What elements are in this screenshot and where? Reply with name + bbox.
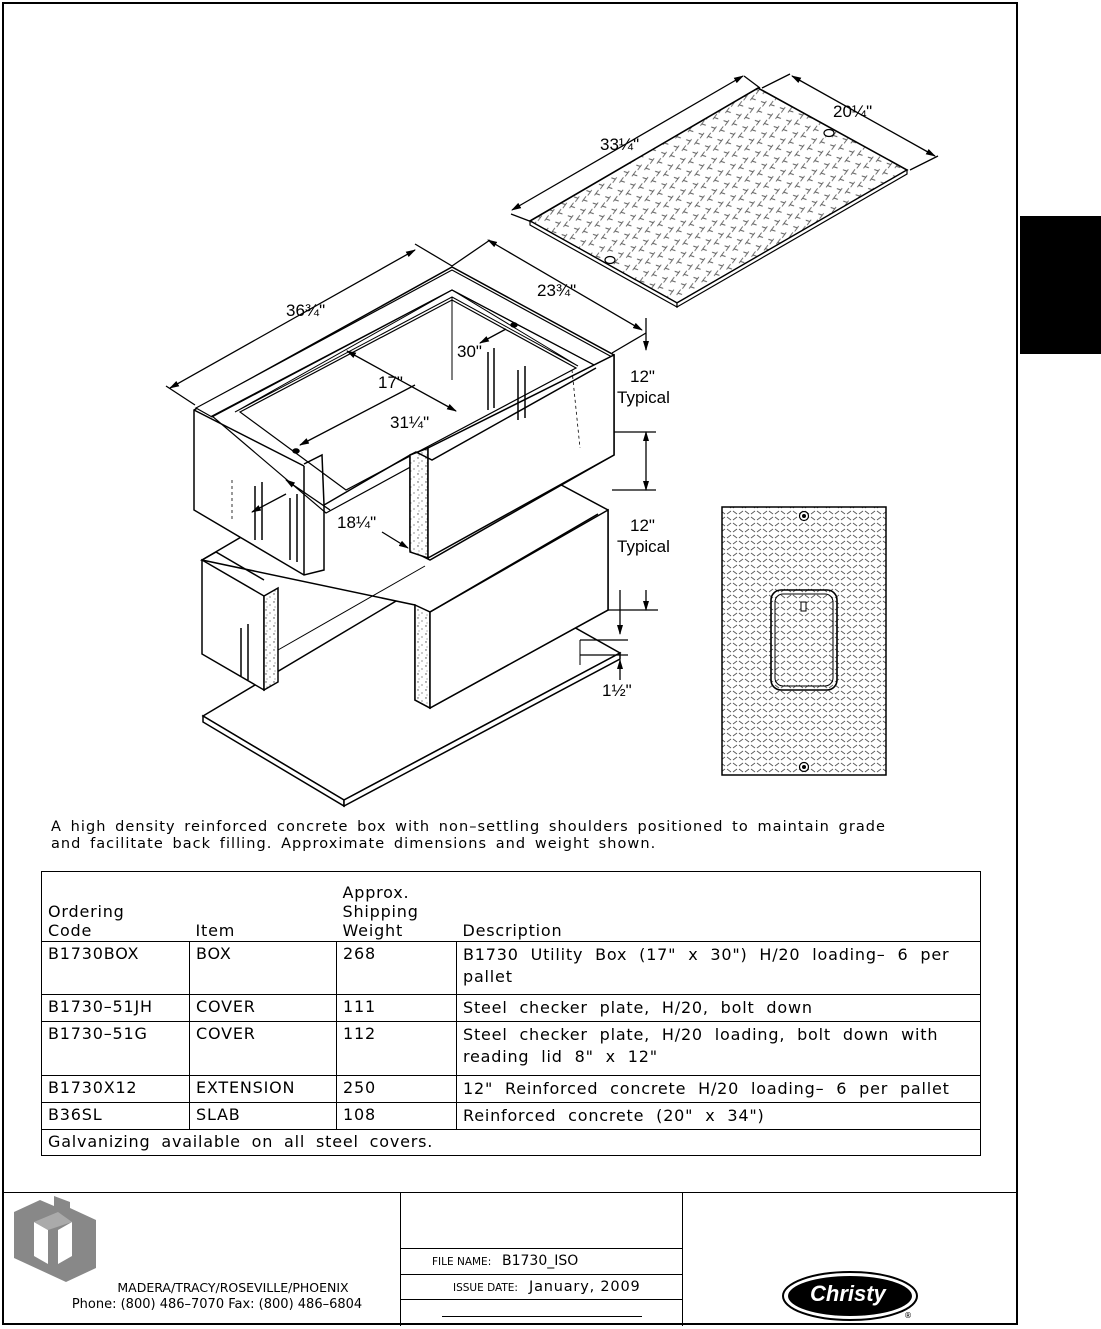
title-block-divider — [400, 1193, 401, 1326]
spec-table — [41, 871, 981, 1156]
cell-code: B1730X12 — [42, 1076, 190, 1103]
title-block-rule — [400, 1274, 682, 1275]
title-block-rule — [400, 1248, 682, 1249]
cell-description: Reinforced concrete (20" x 34") — [457, 1103, 981, 1130]
locations-text: MADERA/TRACY/ROSEVILLE/PHOENIX — [117, 1280, 349, 1295]
cell-item: COVER — [190, 995, 337, 1022]
cover-length-dim: 33¼" — [600, 135, 640, 154]
cell-weight: 108 — [337, 1103, 457, 1130]
description-line-2: and facilitate back filling. Approximate dimensions and weight shown. — [51, 836, 657, 852]
cell-code: B1730–51JH — [42, 995, 190, 1022]
table-row — [42, 1076, 981, 1103]
box-length-dim: 36¾" — [286, 301, 326, 320]
file-name-label: FILE NAME: — [432, 1256, 492, 1268]
ext-height-note: Typical — [617, 537, 670, 556]
cell-description: B1730 Utility Box (17" x 30") H/20 loading– 6 per pallet — [457, 942, 981, 995]
cell-weight: 112 — [337, 1022, 457, 1076]
cell-code: B36SL — [42, 1103, 190, 1130]
christy-wordmark: Christy — [810, 1281, 886, 1306]
cell-description: 12" Reinforced concrete H/20 loading– 6 per pallet — [457, 1076, 981, 1103]
ext-height-dim: 12" — [630, 516, 655, 535]
header-ordering-code: Ordering Code — [42, 872, 190, 942]
cell-weight: 268 — [337, 942, 457, 995]
cell-description: Steel checker plate, H/20 loading, bolt down with reading lid 8" x 12" — [457, 1022, 981, 1076]
table-row — [42, 1022, 981, 1076]
cell-weight: 111 — [337, 995, 457, 1022]
galvanizing-note: Galvanizing available on all steel covers. — [42, 1130, 981, 1156]
phone-fax-text: Phone: (800) 486–7070 Fax: (800) 486–6804 — [71, 1297, 363, 1312]
table-row — [42, 942, 981, 995]
cell-code: B1730BOX — [42, 942, 190, 995]
registered-mark: ® — [904, 1311, 912, 1320]
cell-code: B1730–51G — [42, 1022, 190, 1076]
cover-width-dim: 20¼" — [833, 102, 873, 121]
issue-date-label: ISSUE DATE: — [453, 1282, 518, 1294]
leg-height-dim: 18¼" — [337, 513, 377, 532]
title-block-rule — [400, 1299, 682, 1300]
file-name-value: B1730_ISO — [502, 1253, 579, 1269]
table-row — [42, 995, 981, 1022]
cell-item: COVER — [190, 1022, 337, 1076]
cell-item: BOX — [190, 942, 337, 995]
header-item: Item — [190, 872, 337, 942]
inner-length-dim: 31¼" — [390, 413, 430, 432]
description-line-1: A high density reinforced concrete box with non–settling shoulders positioned to maintain grade — [51, 819, 886, 835]
cell-item: SLAB — [190, 1103, 337, 1130]
cell-item: EXTENSION — [190, 1076, 337, 1103]
header-weight: Approx. Shipping Weight — [337, 872, 457, 942]
box-height-dim: 12" — [630, 367, 655, 386]
table-row — [42, 1103, 981, 1130]
inner-width-dim: 30" — [457, 342, 482, 361]
cell-weight: 250 — [337, 1076, 457, 1103]
title-block-divider — [682, 1193, 683, 1326]
box-width-dim: 23¾" — [537, 281, 577, 300]
cell-description: Steel checker plate, H/20, bolt down — [457, 995, 981, 1022]
issue-date-value: January, 2009 — [529, 1279, 641, 1295]
header-description: Description — [457, 872, 981, 942]
cover-plan-view — [722, 507, 886, 775]
product-description — [51, 819, 951, 853]
title-block — [2, 1192, 1018, 1326]
table-header-row — [42, 872, 981, 942]
inner-depth-dim: 17" — [378, 373, 403, 392]
table-footnote-row — [42, 1130, 981, 1156]
box-height-note: Typical — [617, 388, 670, 407]
signature-line — [442, 1316, 642, 1317]
slab-thickness-dim: 1½" — [602, 681, 632, 700]
